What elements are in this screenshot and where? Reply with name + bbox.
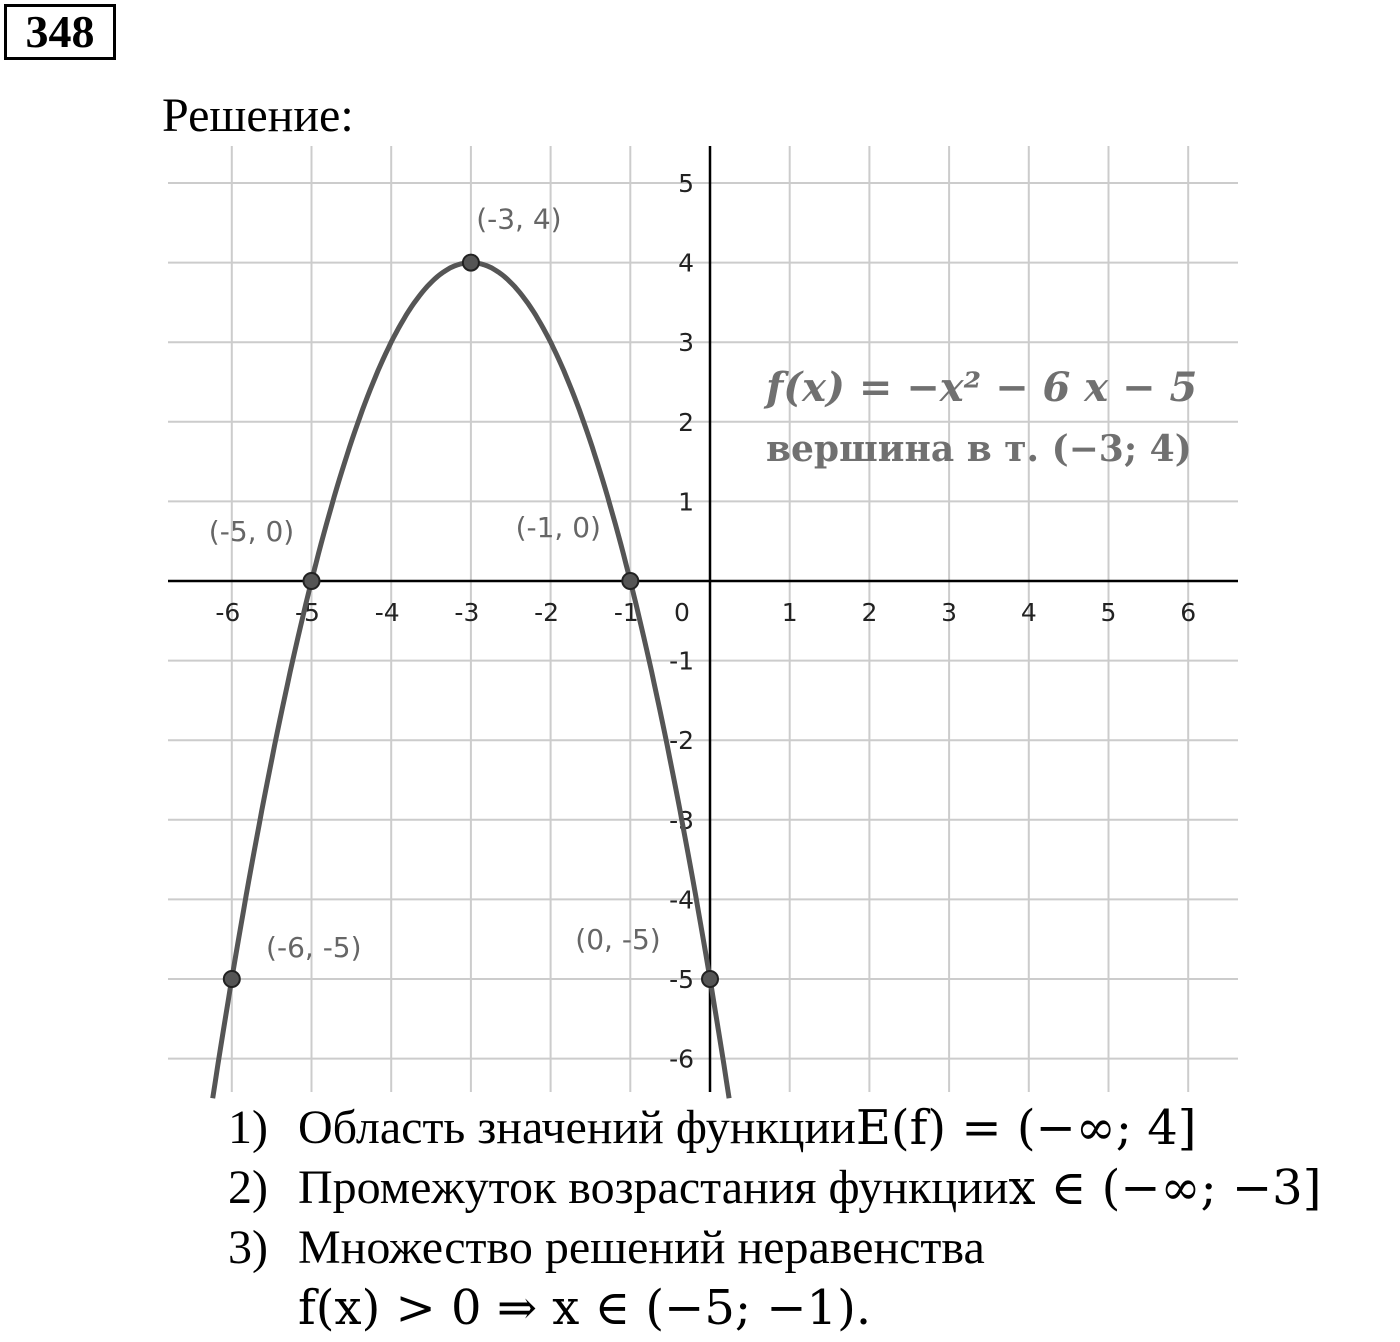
item-text: Промежуток возрастания функции — [298, 1161, 1009, 1214]
function-formula: f(x) = −x² − 6 x − 5 — [766, 364, 1198, 411]
point-label: (-3, 4) — [476, 202, 562, 236]
y-tick-label: -4 — [669, 885, 694, 915]
x-tick-label: 0 — [674, 598, 690, 627]
item-math: x ∈ (−∞; −3] — [1008, 1160, 1322, 1216]
inequality-solution: f(x) > 0 ⇒ x ∈ (−5; −1). — [298, 1280, 872, 1336]
x-tick-label: -4 — [374, 598, 400, 627]
y-tick-label: 3 — [678, 328, 694, 358]
y-tick-label: 5 — [678, 169, 694, 198]
data-point — [702, 971, 718, 987]
x-tick-label: 5 — [1100, 598, 1117, 627]
item-number: 2) — [228, 1161, 268, 1214]
x-tick-label: -3 — [454, 598, 480, 627]
y-tick-label: -3 — [669, 805, 694, 835]
problem-number: 348 — [4, 4, 116, 60]
x-tick-label: -5 — [295, 598, 320, 627]
y-tick-label: -2 — [669, 726, 694, 756]
item-number: 3) — [228, 1221, 268, 1274]
list-item — [228, 1218, 1321, 1278]
y-tick-label: -6 — [669, 1044, 694, 1074]
list-item-continuation — [228, 1278, 1321, 1338]
key-points — [209, 203, 718, 987]
item-text: Область значений функции — [298, 1101, 856, 1154]
item-number: 1) — [228, 1101, 268, 1154]
y-tick-label: 2 — [678, 407, 694, 437]
point-label: (-6, -5) — [266, 931, 362, 964]
data-point — [463, 255, 479, 271]
x-tick-label: 6 — [1180, 598, 1197, 627]
x-tick-label: 3 — [941, 598, 958, 627]
point-label: (0, -5) — [575, 923, 661, 956]
x-tick-label: 1 — [781, 598, 798, 627]
list-item — [228, 1098, 1321, 1158]
solution-heading: Решение: — [162, 89, 354, 142]
x-tick-label: 2 — [861, 598, 878, 627]
x-tick-label: -6 — [215, 598, 241, 627]
y-tick-label: -1 — [669, 646, 694, 676]
x-tick-label: -2 — [534, 598, 560, 627]
x-tick-label: -1 — [613, 598, 639, 627]
point-label: (-1, 0) — [515, 511, 601, 544]
item-math: E(f) = (−∞; 4] — [855, 1100, 1197, 1156]
tick-labels — [215, 169, 1196, 1074]
y-tick-label: 4 — [678, 248, 694, 278]
y-tick-label: -5 — [669, 965, 694, 994]
x-tick-label: 4 — [1020, 598, 1037, 627]
data-point — [622, 573, 638, 589]
vertex-note: вершина в т. (−3; 4) — [766, 428, 1192, 470]
conclusions-list — [228, 1098, 1321, 1338]
item-text: Множество решений неравенства — [298, 1221, 985, 1274]
y-tick-label: 1 — [678, 487, 694, 517]
data-point — [304, 573, 320, 589]
data-point — [224, 971, 240, 987]
list-item — [228, 1158, 1321, 1218]
point-label: (-5, 0) — [208, 515, 295, 548]
